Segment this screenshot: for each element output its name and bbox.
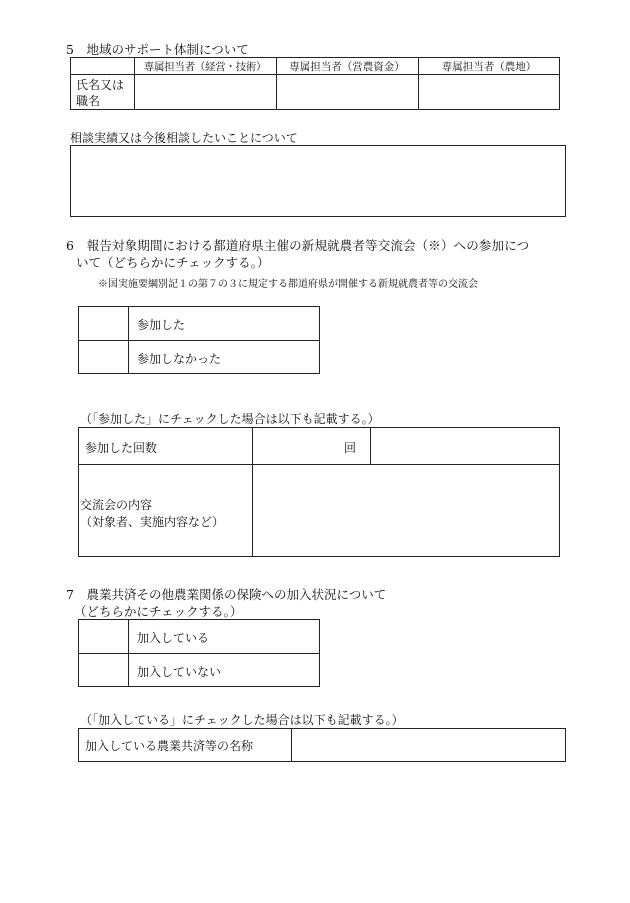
section7-heading-line1: 7 農業共済その他農業関係の保険への加入状況について bbox=[66, 587, 387, 602]
section6-note: ※国実施要綱別記１の第７の３に規定する都道府県が開催する新規就農者等の交流会 bbox=[98, 279, 478, 290]
participated-label: 参加した bbox=[137, 318, 186, 332]
row-label-name: 氏名又は bbox=[76, 78, 125, 92]
participated-checkbox[interactable] bbox=[79, 307, 127, 339]
count-unit: 回 bbox=[344, 441, 357, 455]
not-enrolled-label: 加入していない bbox=[137, 665, 222, 679]
not-participated-label: 参加しなかった bbox=[137, 352, 222, 366]
consult-field[interactable] bbox=[70, 145, 566, 217]
header-finance: 専属担当者（営農資金） bbox=[289, 61, 405, 73]
participation-table-col-divider bbox=[128, 306, 129, 374]
exchange-table-count-divider bbox=[370, 427, 371, 464]
section6-heading-line1: 6 報告対象期間における都道府県主催の新規就農者等交流会（※）への参加につ bbox=[66, 238, 530, 253]
content-field[interactable] bbox=[253, 465, 559, 556]
section5-heading: 5 地域のサポート体制について bbox=[66, 42, 249, 57]
section6-followup-heading: （「参加した」にチェックした場合は以下も記載する。） bbox=[80, 412, 380, 426]
insurance-table-col-divider bbox=[128, 619, 129, 687]
header-farmland: 専属担当者（農地） bbox=[441, 61, 537, 73]
staff-farmland-field[interactable] bbox=[419, 75, 559, 109]
staff-management-field[interactable] bbox=[135, 75, 275, 109]
section6-heading-line2: いて（どちらかにチェックする。） bbox=[76, 255, 270, 270]
consult-heading: 相談実績又は今後相談したいことについて bbox=[70, 131, 298, 145]
insurance-name-field[interactable] bbox=[292, 729, 565, 761]
count-label: 参加した回数 bbox=[85, 441, 158, 455]
not-participated-checkbox[interactable] bbox=[79, 341, 127, 373]
content-label: 交流会の内容 bbox=[80, 498, 153, 512]
row-label-title: 職名 bbox=[76, 94, 101, 108]
staff-finance-field[interactable] bbox=[277, 75, 417, 109]
enrolled-checkbox[interactable] bbox=[79, 620, 127, 652]
header-management: 専属担当者（経営・技術） bbox=[143, 61, 267, 73]
count-field[interactable] bbox=[253, 428, 337, 463]
not-enrolled-checkbox[interactable] bbox=[79, 654, 127, 686]
section7-followup-heading: （「加入している」にチェックした場合は以下も記載する。） bbox=[80, 713, 404, 727]
section7-heading-line2: （どちらかにチェックする。） bbox=[74, 604, 243, 619]
insurance-name-label: 加入している農業共済等の名称 bbox=[85, 739, 254, 753]
enrolled-label: 加入している bbox=[137, 631, 210, 645]
content-label-detail: （対象者、実施内容など） bbox=[80, 515, 225, 529]
